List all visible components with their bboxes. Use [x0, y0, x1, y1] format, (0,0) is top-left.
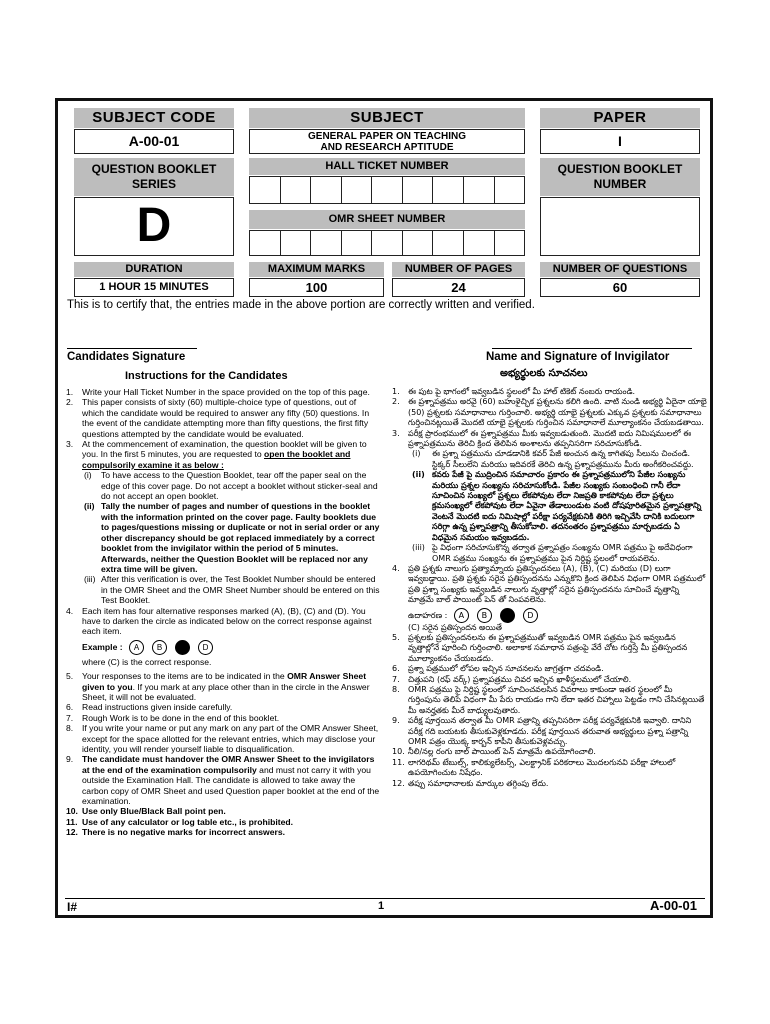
- certify-text: This is to certify that, the entries made in the above portion are correctly written and verified.: [67, 299, 535, 311]
- telugu-instruction-11: 11. లాగరిథమ్ టేబుల్స్, కాలిక్యులేటర్స్, ఎలక్ట్రానిక్ పరికరాలు మొదలగునవి పరీక్షా హాలులో ఉపయోగించుట నిషేధం.: [392, 757, 676, 778]
- duration-label: DURATION: [74, 262, 234, 277]
- duration-value: 1 HOUR 15 MINUTES: [74, 278, 234, 297]
- max-marks-value: 100: [249, 278, 384, 297]
- booklet-series-label-line1: QUESTION BOOKLET: [91, 162, 217, 176]
- omr-sheet-label: OMR SHEET NUMBER: [249, 210, 525, 229]
- booklet-series-label-line2: SERIES: [131, 177, 176, 191]
- page-number: 1: [378, 900, 385, 912]
- telugu-option-d-circle: D: [523, 608, 538, 623]
- instruction-2: 2. This paper consists of sixty (60) multiple-choice type of questions, out of which the candidate would be required to answer any fifty (50) questions. In the event of the candidate attempting more than fifty questions, the first fifty questions attempted by the candidate would be evaluated.: [66, 397, 370, 439]
- instruction-12: 12. There is no negative marks for incorrect answers.: [66, 827, 285, 838]
- telugu-instruction-5: 5. ప్రశ్నలకు ప్రతిస్పందనలను ఈ ప్రశ్నాపత్రముతో ఇవ్వబడిన OMR పత్రము పైన ఇవ్వబడిన వృత్తాల్లోనే పూరించి గుర్తించాలి. అలాకాక సమాధాన పత్రంపై వేరే చోట గుర్తిస్తే మీ ప్రతిస్పందన మూల్యాంకనం చేయబడదు.: [392, 632, 688, 663]
- subject-line-2: AND RESEARCH APTITUDE: [320, 142, 454, 153]
- subject-code-label: SUBJECT CODE: [74, 108, 234, 128]
- instruction-4: 4. Each item has four alternative responses marked (A), (B), (C) and (D). You have to darken the circle as indicated below on the correct response against each item.: [66, 605, 372, 637]
- max-marks-label: MAXIMUM MARKS: [249, 262, 384, 277]
- booklet-series-value: D: [74, 197, 234, 256]
- omr-sheet-boxes[interactable]: [249, 230, 525, 256]
- option-c-circle-filled: C: [175, 640, 190, 655]
- paper-label: PAPER: [540, 108, 700, 128]
- hall-ticket-label: HALL TICKET NUMBER: [249, 158, 525, 175]
- subject-line-1: GENERAL PAPER ON TEACHING: [308, 131, 466, 142]
- instruction-7: 7. Rough Work is to be done in the end of this booklet.: [66, 712, 280, 723]
- telugu-instruction-3-ii: (ii) కవరు పేజీ పై ముద్రించిన సమాచారం ప్రకారం ఈ ప్రశ్నాపత్రములోని పేజీల సంఖ్యను మరియు ప్రశ్నల సంఖ్యను సరిచూసుకోండి. పేజీల సంఖ్యకు సంబంధించి గానీ లేదా సూచించిన సంఖ్యలో ప్రశ్నలు లేకపోవుట లేదా నిజప్రతి కాకపోవుట లేదా ప్రశ్నలు క్రమసంఖ్యలో లేకపోవుట లేదా ఏవైనా తేడాలుండుట వంటి దోషపూరితమైన ప్రశ్నాపత్రాన్ని వెంటనే మొదటి ఐదు నిమిషాల్లో పరీక్షా పర్యవేక్షకునికి తిరిగి ఇచ్చివేసి దానికి బదులుగా సరిగ్గా ఉన్న ప్రశ్నాపత్రాన్ని తీసుకోవాలి. తదనంతరం ప్రశ్నాపత్రము మార్చబడదు ఏ విధమైన సమయం ఇవ్వబడదు.: [412, 470, 702, 542]
- telugu-instruction-10: 10. నీలి/నల్ల రంగు బాల్ పాయింట్ పెన్ మాత్రమే ఉపయోగించాలి.: [392, 747, 596, 757]
- instruction-11: 11. Use of any calculator or log table etc., is prohibited.: [66, 816, 294, 827]
- booklet-number-label-line2: NUMBER: [593, 177, 647, 191]
- telugu-instruction-3: 3. పరీక్ష ప్రారంభములో ఈ ప్రశ్నాపత్రము మీకు ఇవ్వబడుతుంది. మొదటి ఐదు నిమిషములలో ఈ ప్రశ్నాపత్రమును తెరిచి క్రింద తెలిపిన అంశాలను తప్పనిసరిగా సరిచూసుకోండి.: [392, 428, 692, 449]
- candidate-signature-label: Candidates Signature: [67, 351, 186, 363]
- telugu-title: అభ్యర్థులకు సూచనలు: [500, 368, 588, 379]
- candidate-signature-line: [67, 348, 197, 349]
- telugu-instruction-2: 2. ఈ ప్రశ్నాపత్రము అరవై (60) బహుళైచ్ఛిక ప్రశ్నలను కలిగి ఉంది. వాటి నుండి అభ్యర్థి ఏదైనా యాభై (50) ప్రశ్నలకు సమాధానాలు గుర్తించాలి. అభ్యర్థి యాభై ప్రశ్నలకు ఎక్కువ ప్రశ్నలకు సమాధానాలు గుర్తించినట్లయితే మొదటి యాభై ప్రశ్నలకు గుర్తించిన సమాధానాలే మూల్యాంకనం చేయబడతాయి.: [392, 397, 707, 428]
- booklet-series-label: [74, 158, 234, 196]
- questions-label: NUMBER OF QUESTIONS: [540, 262, 700, 277]
- hall-ticket-boxes[interactable]: [249, 176, 525, 204]
- instructions-title: Instructions for the Candidates: [125, 370, 288, 382]
- option-a-circle: A: [129, 640, 144, 655]
- option-d-circle: D: [198, 640, 213, 655]
- telugu-option-b-circle: B: [477, 608, 492, 623]
- telugu-instruction-6: 6. ప్రశ్నా పత్రములో లోపల ఇచ్చిన సూచనలను జాగ్రత్తగా చదవండి.: [392, 664, 604, 674]
- example-note: where (C) is the correct response.: [82, 656, 212, 667]
- invigilator-signature-label: Name and Signature of Invigilator: [486, 351, 670, 363]
- footer-code: A-00-01: [650, 898, 697, 913]
- telugu-option-c-circle-filled: C: [500, 608, 515, 623]
- footer-left-mark: I#: [67, 900, 78, 914]
- telugu-instruction-4: 4. ప్రతి ప్రశ్నకు నాలుగు ప్రత్యామ్నాయ ప్రతిస్పందనలు (A), (B), (C) మరియు (D) లుగా ఇవ్వబడ్డాయి. ప్రతి ప్రశ్నకు సరైన ప్రతిస్పందనను ఎన్నుకొని క్రింద తెలిపిన విధంగా OMR పత్రములో ప్రతి ప్రశ్నా సంఖ్యకు ఇవ్వబడిన నాలుగు వృత్తాల్లో సరైన ప్రతిస్పందనను సూచించే వృత్తాన్ని మాత్రమే బాల్ పాయింట్ పెన్ తో నింపవలెను.: [392, 563, 706, 605]
- example-row: Example : A B C D: [66, 640, 380, 655]
- pages-value: 24: [392, 278, 525, 297]
- footer-rule: [65, 898, 705, 899]
- option-b-circle: B: [152, 640, 167, 655]
- subject-value: [249, 129, 525, 154]
- telugu-instruction-7: 7. చిత్తుపని (రఫ్ వర్క్) ప్రశ్నాపత్రము చివర ఇచ్చిన ఖాళీస్థలములో చేయాలి.: [392, 674, 632, 684]
- paper-value: I: [540, 129, 700, 154]
- instruction-3: 3. At the commencement of examination, the question booklet will be given to you. In the first 5 minutes, you are requested to open the booklet and compulsorily examine it as below :: [66, 439, 367, 470]
- telugu-instruction-3-iii: (iii) పై విధంగా సరిచూసుకొన్న తర్వాత ప్రశ్నాపత్రం సంఖ్యను OMR పత్రము పై అదేవిధంగా OMR పత్రము సంఖ్యను ఈ ప్రశ్నాపత్రము పైన నిర్దిష్ట స్థలంలో రాయవలెను.: [412, 543, 693, 563]
- telugu-instruction-12: 12. తప్పు సమాధానాలకు మార్కుల తగ్గింపు లేదు.: [392, 778, 549, 788]
- booklet-number-label: [540, 158, 700, 196]
- telugu-instructions: [392, 387, 707, 789]
- telugu-example-row: ఉదాహరణ : A B C D: [392, 608, 707, 623]
- telugu-instruction-8: 8. OMR పత్రము పై నిర్దిష్ట స్థలంలో సూచించవలసిన వివరాలు కాకుండా ఇతర స్థలంలో మీ గుర్తింపును తెలిపే విధంగా మీ పేరు రాయడం గాని లేదా ఇతర చిహ్నాలు పెట్టడం గాని చేసినట్లయితే మీ అనర్హతకు మీరే బాధ్యులవుతారు.: [392, 684, 705, 715]
- questions-value: 60: [540, 278, 700, 297]
- instruction-3-i: (i) To have access to the Question Booklet, tear off the paper seal on the edge of this cover page. Do not accept a booklet without sticker-seal and do not accept an open booklet.: [84, 470, 378, 502]
- instruction-3-iii: (iii) After this verification is over, the Test Booklet Number should be entered in the OMR Sheet and the OMR Sheet Number should be entered on this Test Booklet.: [84, 574, 380, 606]
- instruction-5: 5. Your responses to the items are to be indicated in the OMR Answer Sheet given to you. If you mark at any place other than in the circle in the Answer Sheet, it will not be evaluated.: [66, 671, 370, 702]
- telugu-instruction-9: 9. పరీక్ష పూర్తయిన తర్వాత మీ OMR పత్రాన్ని తప్పనిసరిగా పరీక్ష పర్యవేక్షకునికి ఇవ్వాలి. దానిని పరీక్ష గది బయటకు తీసుకువెళ్లకూడదు. పరీక్ష పూర్తయిన తరువాత అభ్యర్థులు ప్రశ్నా పత్రాన్ని OMR పత్రం యొక్క కార్బన్ కాపీని తీసుకువెళ్లవచ్చు.: [392, 716, 692, 746]
- instruction-3-ii: (ii) Tally the number of pages and number of questions in the booklet with the information printed on the cover page. Faulty booklets due to pages/questions missing or duplicate or not in serial order or any other discrepancy should be got replaced immediately by a correct booklet from the invigilator within the period of 5 minutes. Afterwards, neither the Question Booklet will be replaced nor any extra time will be given.: [84, 501, 380, 574]
- english-instructions: [66, 387, 380, 838]
- booklet-number-box[interactable]: [540, 197, 700, 256]
- telugu-instruction-3-i: (i) ఈ ప్రశ్నా పత్రమును చూడడానికి కవర్ పేజీ అంచున ఉన్న కాగితపు సీలును చించండి. స్టిక్కర్ సీలులేని మరియు ఇదివరకే తెరిచి ఉన్న ప్రశ్నాపత్రమును మీరు అంగీకరించవద్దు.: [412, 449, 694, 469]
- instruction-10: 10. Use only Blue/Black Ball point pen.: [66, 806, 226, 817]
- instruction-1: 1. Write your Hall Ticket Number in the space provided on the top of this page.: [66, 387, 370, 397]
- telugu-option-a-circle: A: [454, 608, 469, 623]
- telugu-example-note: (C) సరైన ప్రతిస్పందన అయితే: [408, 622, 502, 632]
- pages-label: NUMBER OF PAGES: [392, 262, 525, 277]
- invigilator-signature-line: [492, 348, 692, 349]
- instruction-6: 6. Read instructions given inside carefully.: [66, 702, 233, 713]
- instruction-8: 8. If you write your name or put any mark on any part of the OMR Answer Sheet, except for the space allotted for the relevant entries, which may disclose your identity, you will render yourself liable to disqualification.: [66, 723, 379, 754]
- booklet-number-label-line1: QUESTION BOOKLET: [557, 162, 683, 176]
- instruction-9: 9. The candidate must handover the OMR Answer Sheet to the invigilators at the end of the examination compulsorily and must not carry it with you outside the Examination Hall. The candidate is allowed to take away the carbon copy of OMR Sheet and used Question paper booklet at the end of the examination.: [66, 754, 380, 807]
- telugu-instruction-1: 1. ఈ పుట పై భాగంలో ఇవ్వబడిన స్థలంలో మీ హాల్ టికెట్ నంబరు రాయండి.: [392, 387, 636, 396]
- subject-code-value: A-00-01: [74, 129, 234, 154]
- subject-label: SUBJECT: [249, 108, 525, 128]
